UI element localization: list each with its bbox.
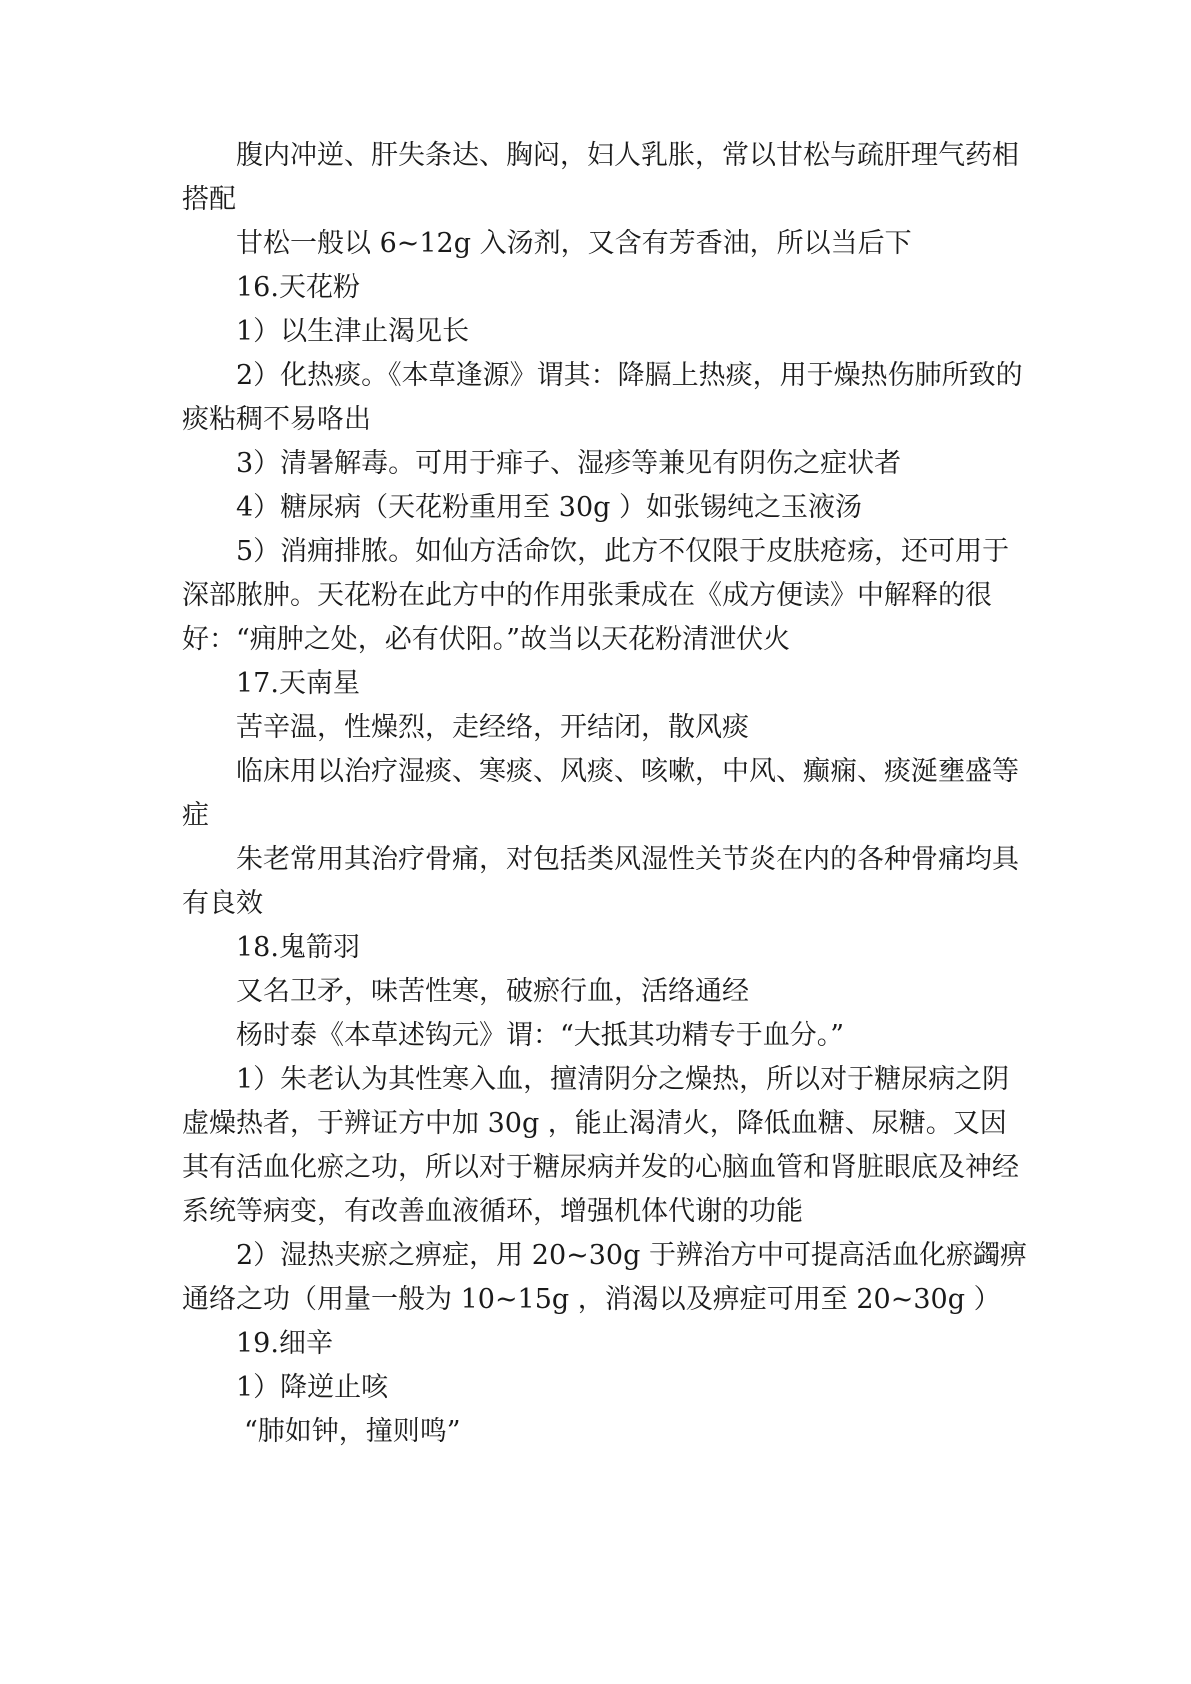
list-item: 1）降逆止咳 xyxy=(236,1372,389,1403)
paragraph: 又名卫矛，味苦性寒，破瘀行血，活络通经 xyxy=(236,976,749,1007)
section-heading: 17.天南星 xyxy=(236,668,360,699)
list-item: 5）消痈排脓。如仙方活命饮，此方不仅限于皮肤疮疡，还可用于深部脓肿。天花粉在此方中的作用张秉成在《成方便读》中解释的很好：“痈肿之处，必有伏阳。”故当以天花粉清泄伏火 xyxy=(182,536,1010,655)
paragraph: 临床用以治疗湿痰、寒痰、风痰、咳嗽，中风、癫痫、痰涎壅盛等症 xyxy=(182,756,1019,831)
list-item: 3）清暑解毒。可用于痱子、湿疹等兼见有阴伤之症状者 xyxy=(236,448,902,479)
list-item: 2）湿热夹瘀之痹症，用 20~30g 于辨治方中可提高活血化瘀蠲痹通络之功（用量一般为 10~15g ，消渴以及痹症可用至 20~30g ） xyxy=(182,1240,1027,1315)
paragraph: 杨时泰《本草述钩元》谓：“大抵其功精专于血分。” xyxy=(236,1020,845,1051)
list-item: 4）糖尿病（天花粉重用至 30g ）如张锡纯之玉液汤 xyxy=(236,492,862,523)
paragraph: 腹内冲逆、肝失条达、胸闷，妇人乳胀，常以甘松与疏肝理气药相搭配 xyxy=(182,140,1019,215)
list-item: 1）朱老认为其性寒入血，擅清阴分之燥热，所以对于糖尿病之阴虚燥热者，于辨证方中加 30g ，能止渴清火，降低血糖、尿糖。又因其有活血化瘀之功，所以对于糖尿病并发的心脑血管和肾脏眼底及神经系统等病变，有改善血液循环，增强机体代谢的功能 xyxy=(182,1064,1019,1227)
paragraph: 甘松一般以 6~12g 入汤剂，又含有芳香油，所以当后下 xyxy=(236,228,912,259)
list-item: 1）以生津止渴见长 xyxy=(236,316,470,347)
section-heading: 18.鬼箭羽 xyxy=(236,932,360,963)
section-heading: 16.天花粉 xyxy=(236,272,360,303)
section-heading: 19.细辛 xyxy=(236,1328,333,1359)
quote-line: “肺如钟，撞则鸣” xyxy=(244,1416,461,1447)
paragraph: 苦辛温，性燥烈，走经络，开结闭，散风痰 xyxy=(236,712,749,743)
list-item: 2）化热痰。《本草逢源》谓其：降膈上热痰，用于燥热伤肺所致的痰粘稠不易咯出 xyxy=(182,360,1023,435)
document-body xyxy=(182,134,1032,1454)
paragraph: 朱老常用其治疗骨痛，对包括类风湿性关节炎在内的各种骨痛均具有良效 xyxy=(182,844,1019,919)
